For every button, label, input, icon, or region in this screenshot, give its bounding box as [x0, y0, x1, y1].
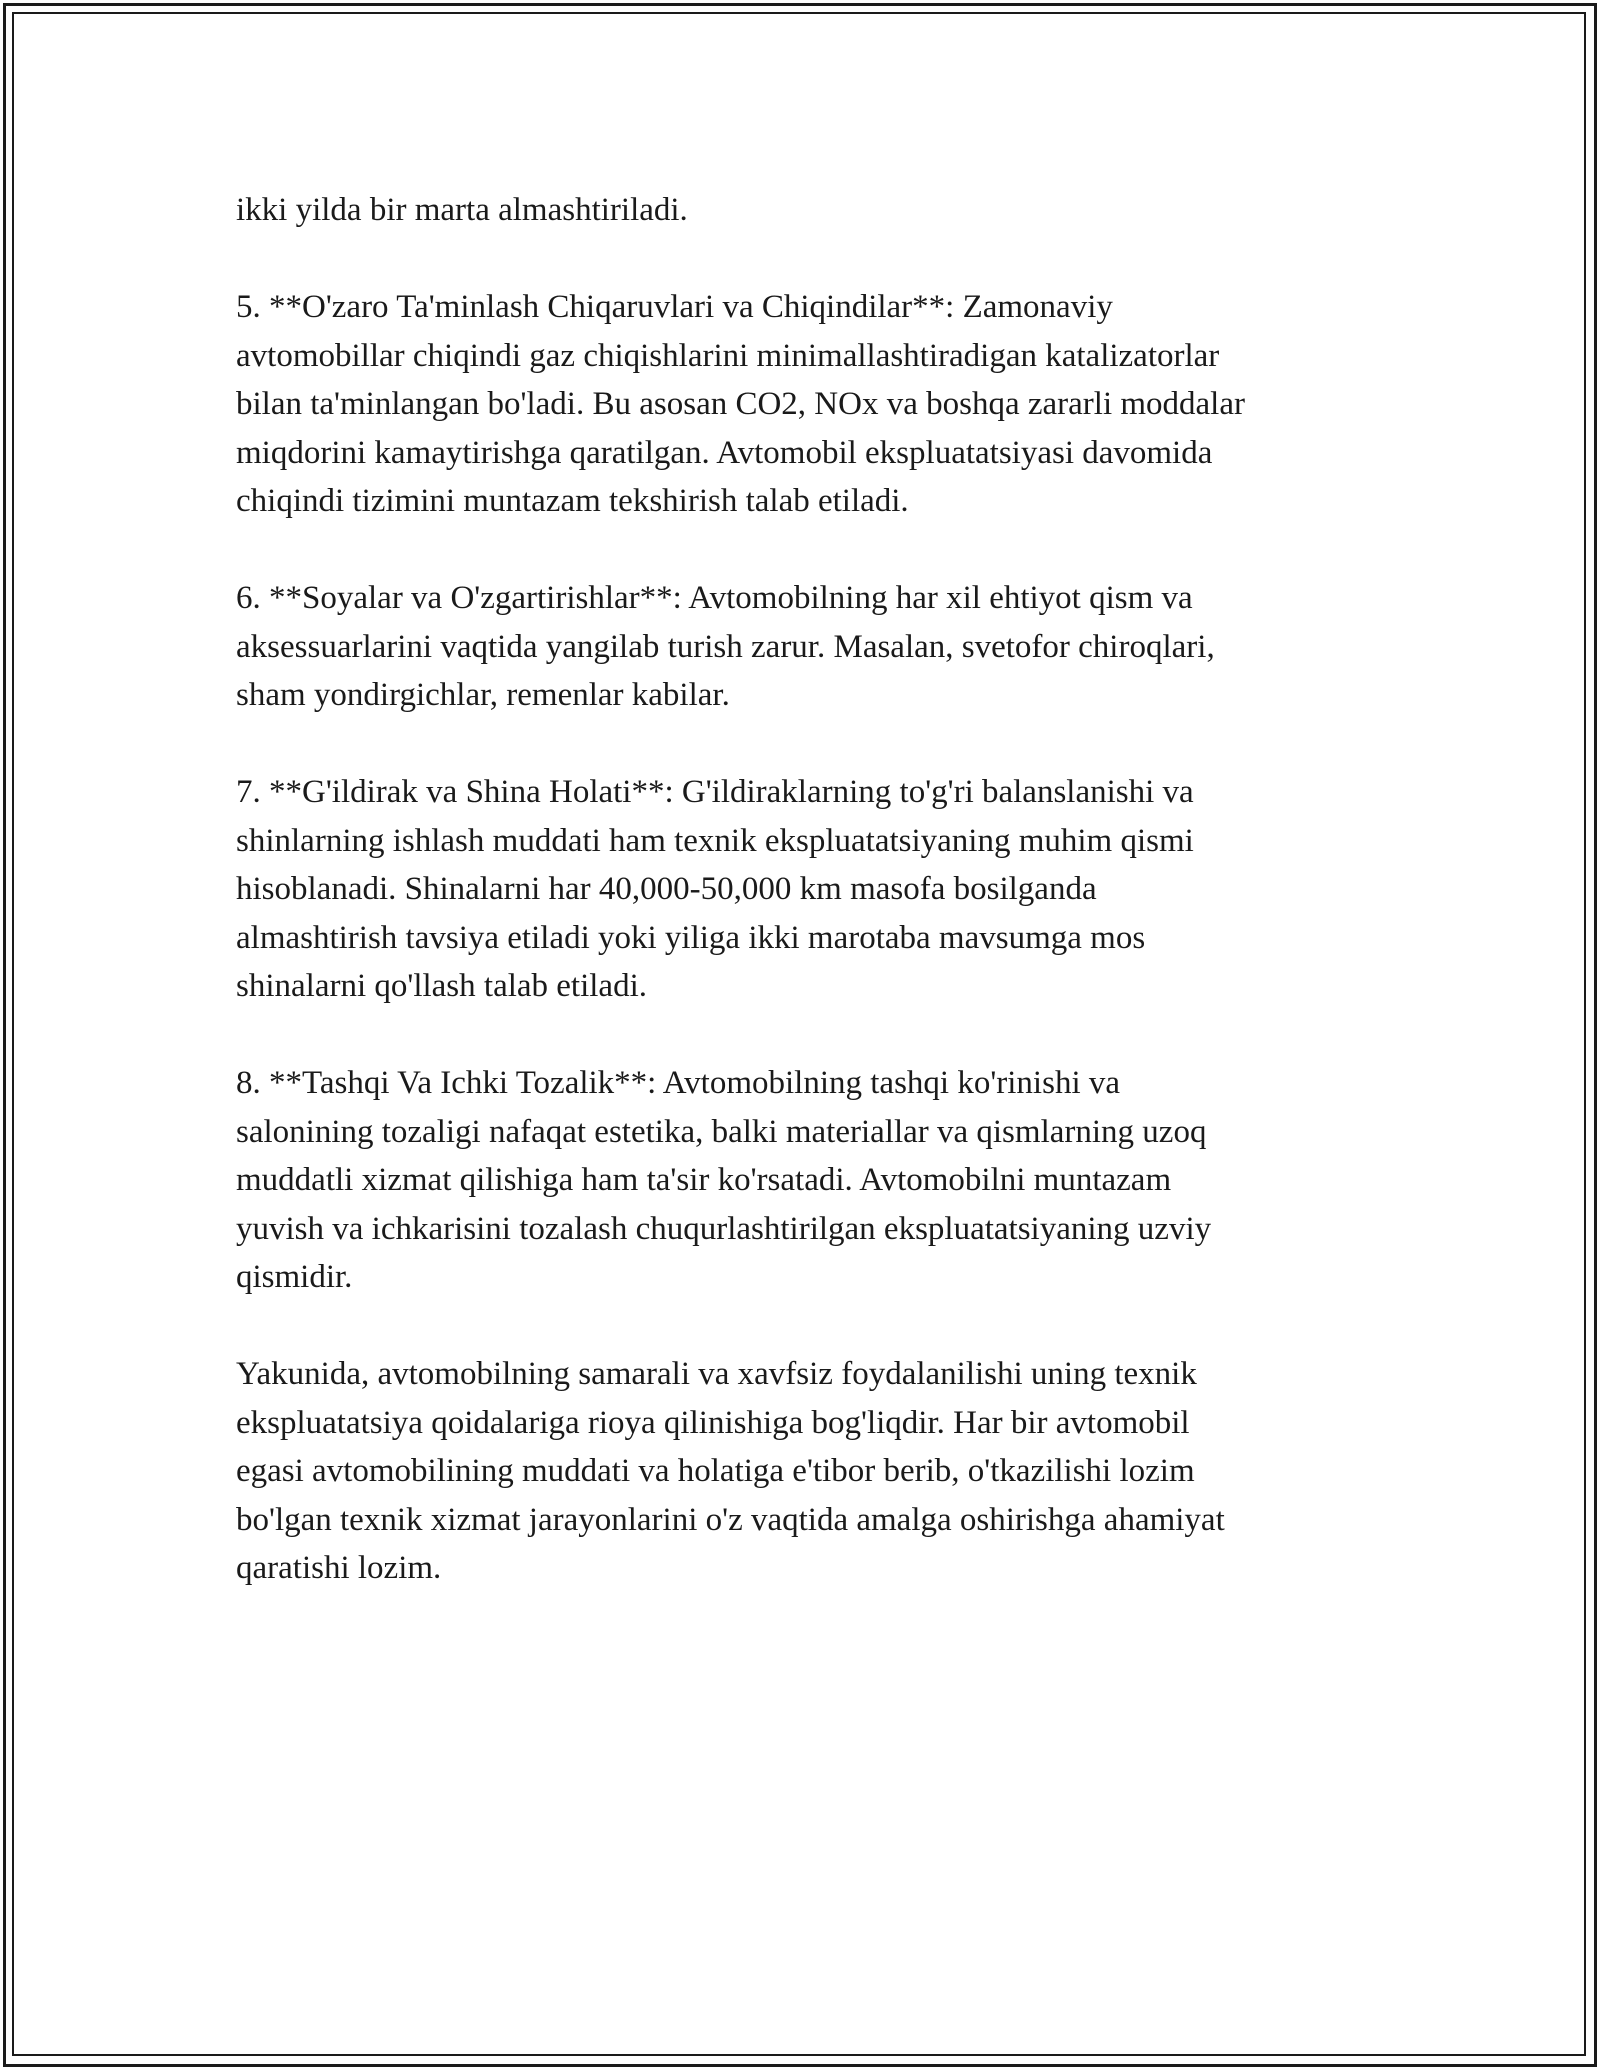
paragraph-item-8: 8. **Tashqi Va Ichki Tozalik**: Avtomobilning tashqi ko'rinishi va salonining tozaligi nafaqat estetika, balki materiallar va qismlarning uzoq muddatli xizmat qilishiga ham ta'sir ko'rsatadi. Avtomobilni muntazam yuvish va ichkarisini tozalash chuqurlashtirilgan ekspluatatsiyaning uzviy qismidir. — [236, 1065, 1212, 1295]
paragraph-item-7: 7. **G'ildirak va Shina Holati**: G'ildiraklarning to'g'ri balanslanishi va shinlarning ishlash muddati ham texnik ekspluatatsiyaning muhim qismi hisoblanadi. Shinalarni har 40,000-50,000 km masofa bosilganda almashtirish tavsiya etiladi yoki yiliga ikki marotaba mavsumga mos shinalarni qo'llash talab etiladi. — [236, 774, 1194, 1004]
paragraph-conclusion: Yakunida, avtomobilning samarali va xavfsiz foydalanilishi uning texnik ekspluatatsiya qoidalariga rioya qilinishiga bog'liqdir. Har bir avtomobil egasi avtomobilining muddati va holatiga e'tibor berib, o'tkazilishi lozim bo'lgan texnik xizmat jarayonlarini o'z vaqtida amalga oshirishga ahamiyat qaratishi lozim. — [236, 1356, 1225, 1586]
paragraph-item-6: 6. **Soyalar va O'zgartirishlar**: Avtomobilning har xil ehtiyot qism va aksessuarlarini vaqtida yangilab turish zarur. Masalan, svetofor chiroqlari, sham yondirgichlar, remenlar kabilar. — [236, 580, 1215, 713]
document-body — [236, 186, 1376, 1641]
paragraph-continuation: ikki yilda bir marta almashtiriladi. — [236, 192, 688, 228]
paragraph-item-5: 5. **O'zaro Ta'minlash Chiqaruvlari va Chiqindilar**: Zamonaviy avtomobillar chiqindi gaz chiqishlarini minimallashtiradigan katalizatorlar bilan ta'minlangan bo'ladi. Bu asosan CO2, NOx va boshqa zararli moddalar miqdorini kamaytirishga qaratilgan. Avtomobil ekspluatatsiyasi davomida chiqindi tizimini muntazam tekshirish talab etiladi. — [236, 289, 1245, 519]
